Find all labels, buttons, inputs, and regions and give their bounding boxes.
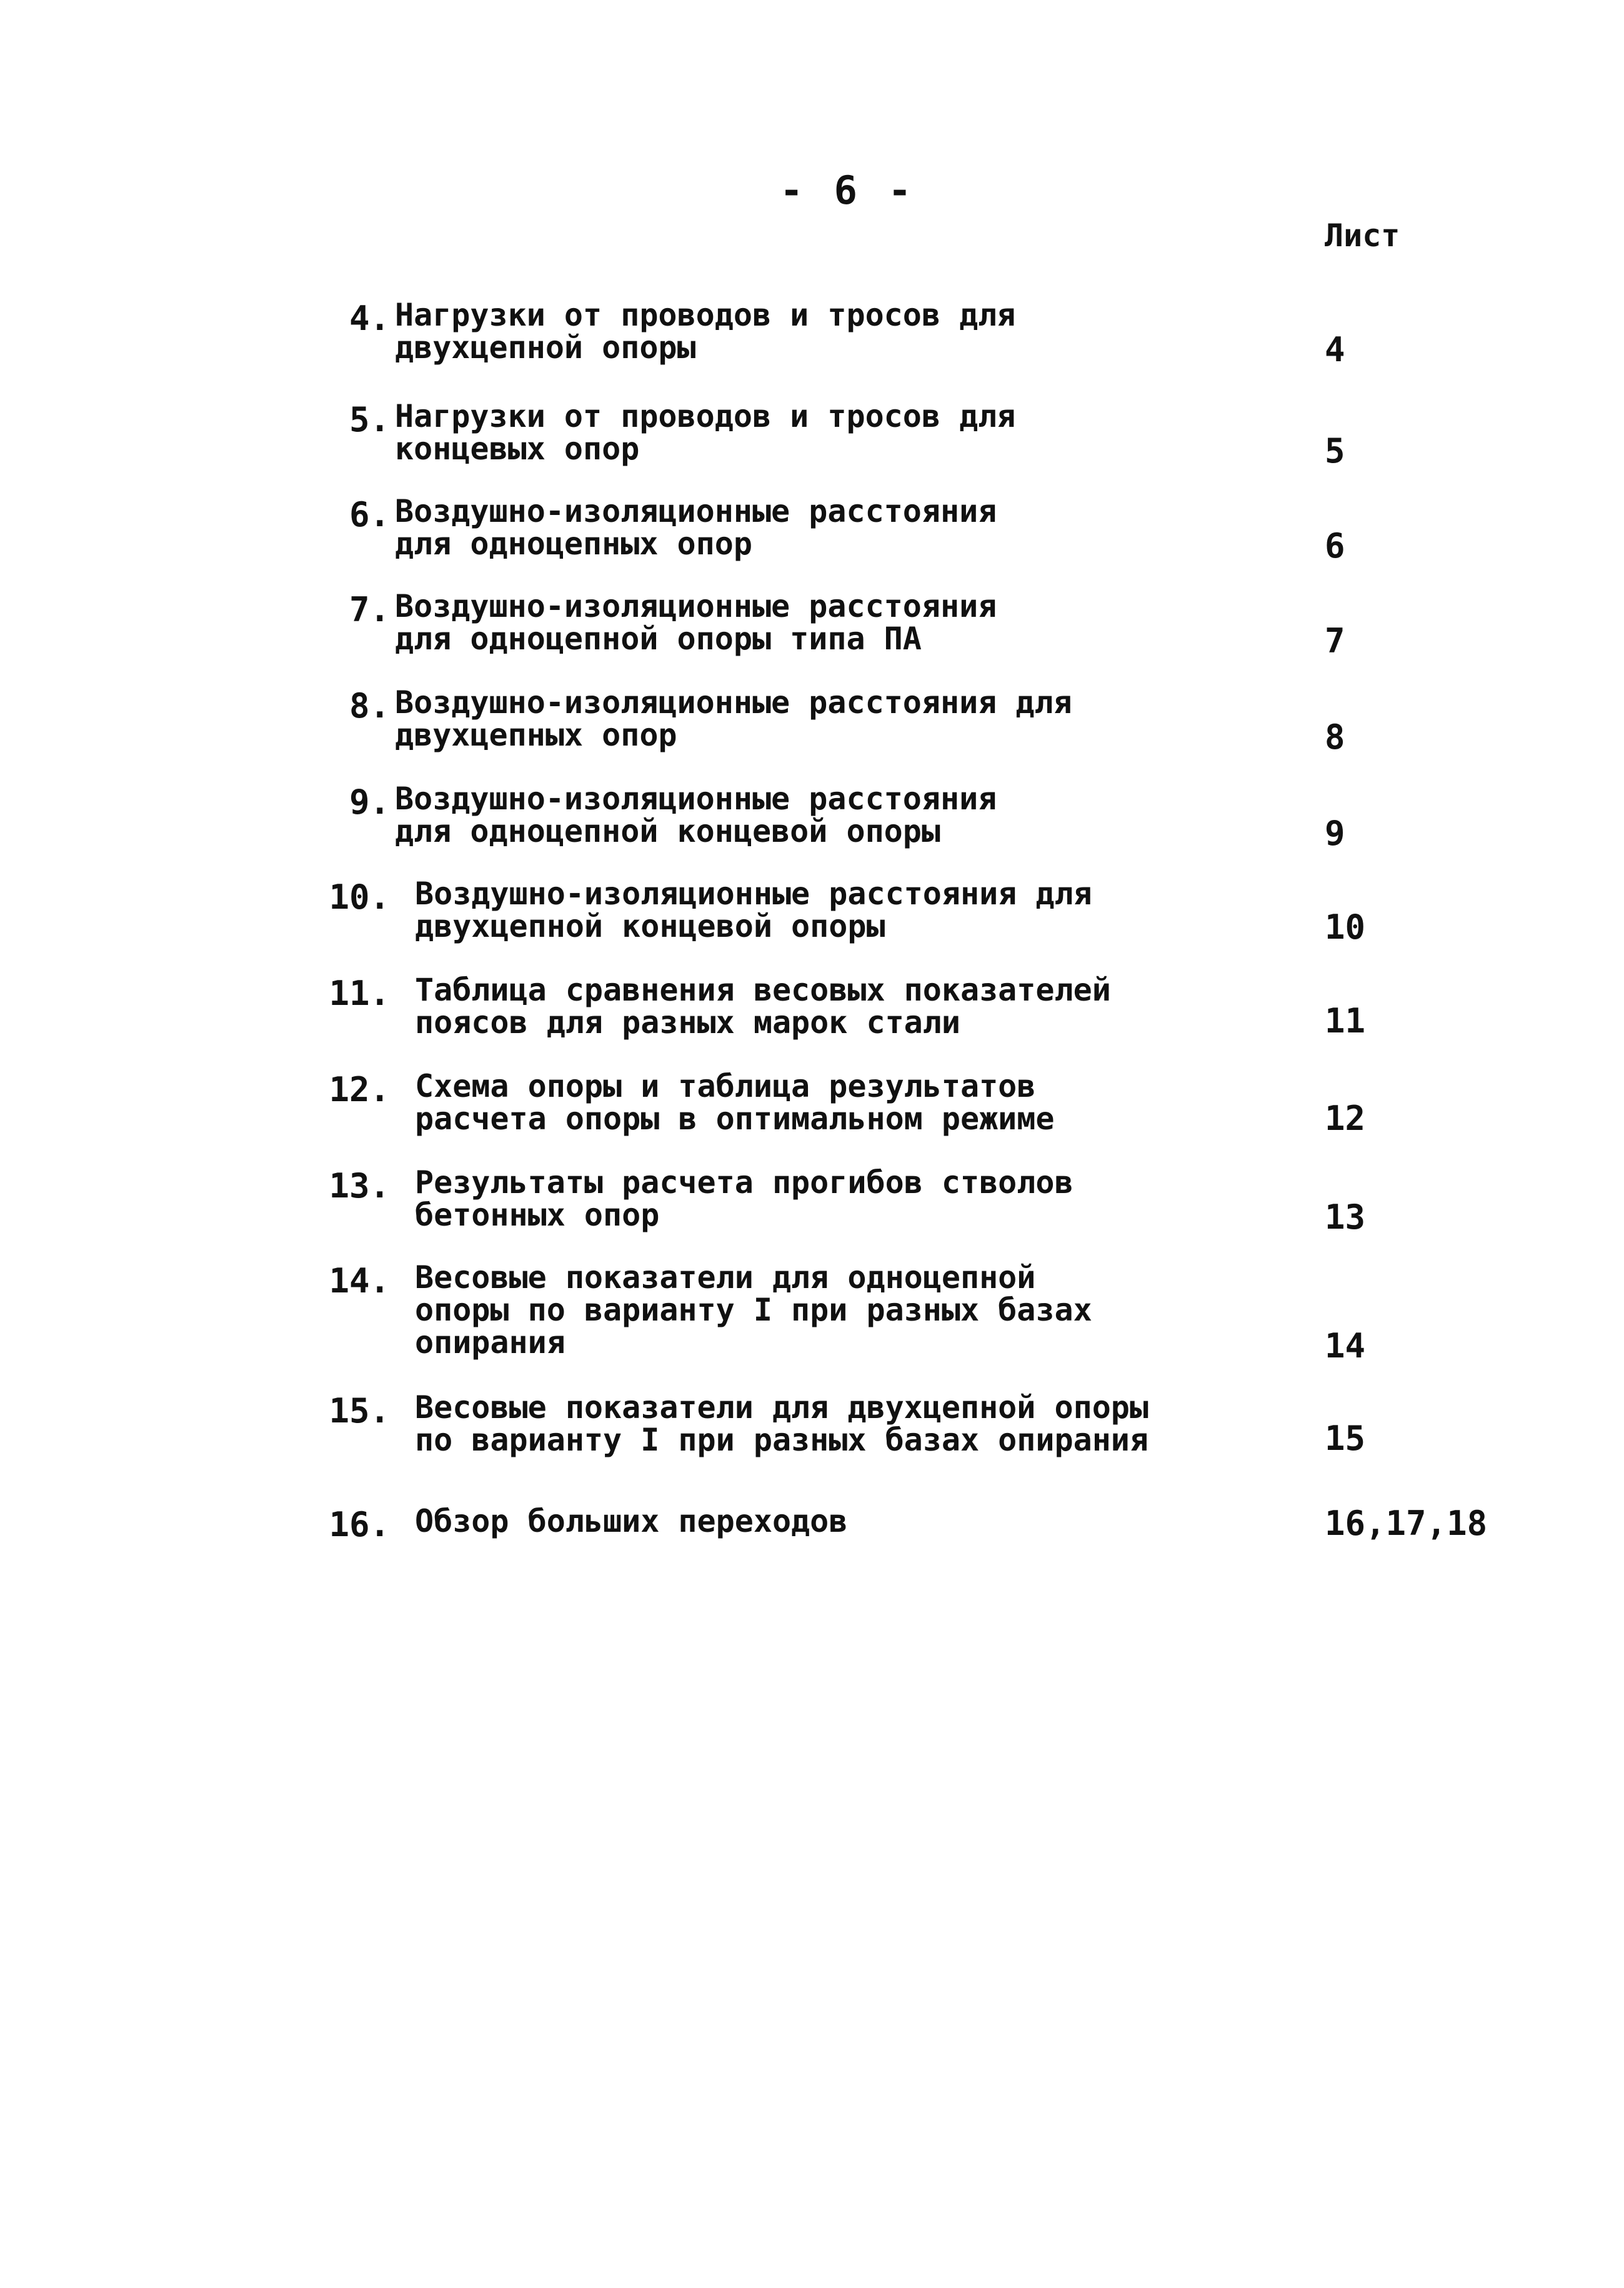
entry-title: Воздушно-изоляционные расстояния для двухцепных опор <box>395 684 1072 753</box>
entry-title: Весовые показатели для двухцепной опоры по варианту I при разных базах опирания <box>415 1389 1148 1458</box>
entry-title: Воздушно-изоляционные расстояния для одноцепной опоры типа ПА <box>395 588 997 657</box>
entry-title: Нагрузки от проводов и тросов для двухцепной опоры <box>395 297 1016 366</box>
entry-number: 16. <box>329 1505 390 1544</box>
entry-title: Воздушно-изоляционные расстояния для одноцепной концевой опоры <box>395 781 997 849</box>
entry-title: Воздушно-изоляционные расстояния для двухцепной концевой опоры <box>415 876 1092 944</box>
entry-title: Нагрузки от проводов и тросов для концевых опор <box>395 398 1016 467</box>
entry-number: 13. <box>329 1166 390 1206</box>
entry-sheet: 7 <box>1325 621 1345 661</box>
entry-title: Таблица сравнения весовых показателей поясов для разных марок стали <box>415 972 1111 1041</box>
entry-number: 5. <box>349 400 390 439</box>
entry-sheet: 14 <box>1325 1326 1366 1366</box>
entry-title: Схема опоры и таблица результатов расчета опоры в оптимальном режиме <box>415 1068 1055 1137</box>
entry-sheet: 11 <box>1325 1001 1366 1041</box>
entry-title: Результаты расчета прогибов стволов бетонных опор <box>415 1164 1074 1233</box>
entry-number: 9. <box>349 782 390 822</box>
entry-sheet: 5 <box>1325 431 1345 471</box>
entry-number: 10. <box>329 877 390 917</box>
page-number: - 6 - <box>780 167 915 213</box>
entry-number: 4. <box>349 299 390 338</box>
entry-sheet: 9 <box>1325 814 1345 853</box>
entry-sheet: 12 <box>1325 1099 1366 1138</box>
entry-number: 11. <box>329 974 390 1013</box>
entry-sheet: 16,17,18 <box>1325 1504 1488 1543</box>
entry-number: 7. <box>349 590 390 629</box>
entry-sheet: 4 <box>1325 330 1345 369</box>
entry-number: 8. <box>349 686 390 726</box>
entry-sheet: 8 <box>1325 717 1345 757</box>
sheet-column-header: Лист <box>1325 217 1400 254</box>
entry-sheet: 15 <box>1325 1419 1366 1458</box>
entry-number: 12. <box>329 1070 390 1109</box>
entry-title: Обзор больших переходов <box>415 1503 848 1539</box>
entry-number: 14. <box>329 1261 390 1301</box>
entry-number: 6. <box>349 495 390 534</box>
entry-sheet: 13 <box>1325 1197 1366 1237</box>
entry-sheet: 6 <box>1325 526 1345 566</box>
entry-number: 15. <box>329 1391 390 1431</box>
entry-title: Воздушно-изоляционные расстояния для одноцепных опор <box>395 493 997 562</box>
entry-title: Весовые показатели для одноцепной опоры по варианту I при разных базах опирания <box>415 1259 1092 1361</box>
entry-sheet: 10 <box>1325 907 1366 947</box>
